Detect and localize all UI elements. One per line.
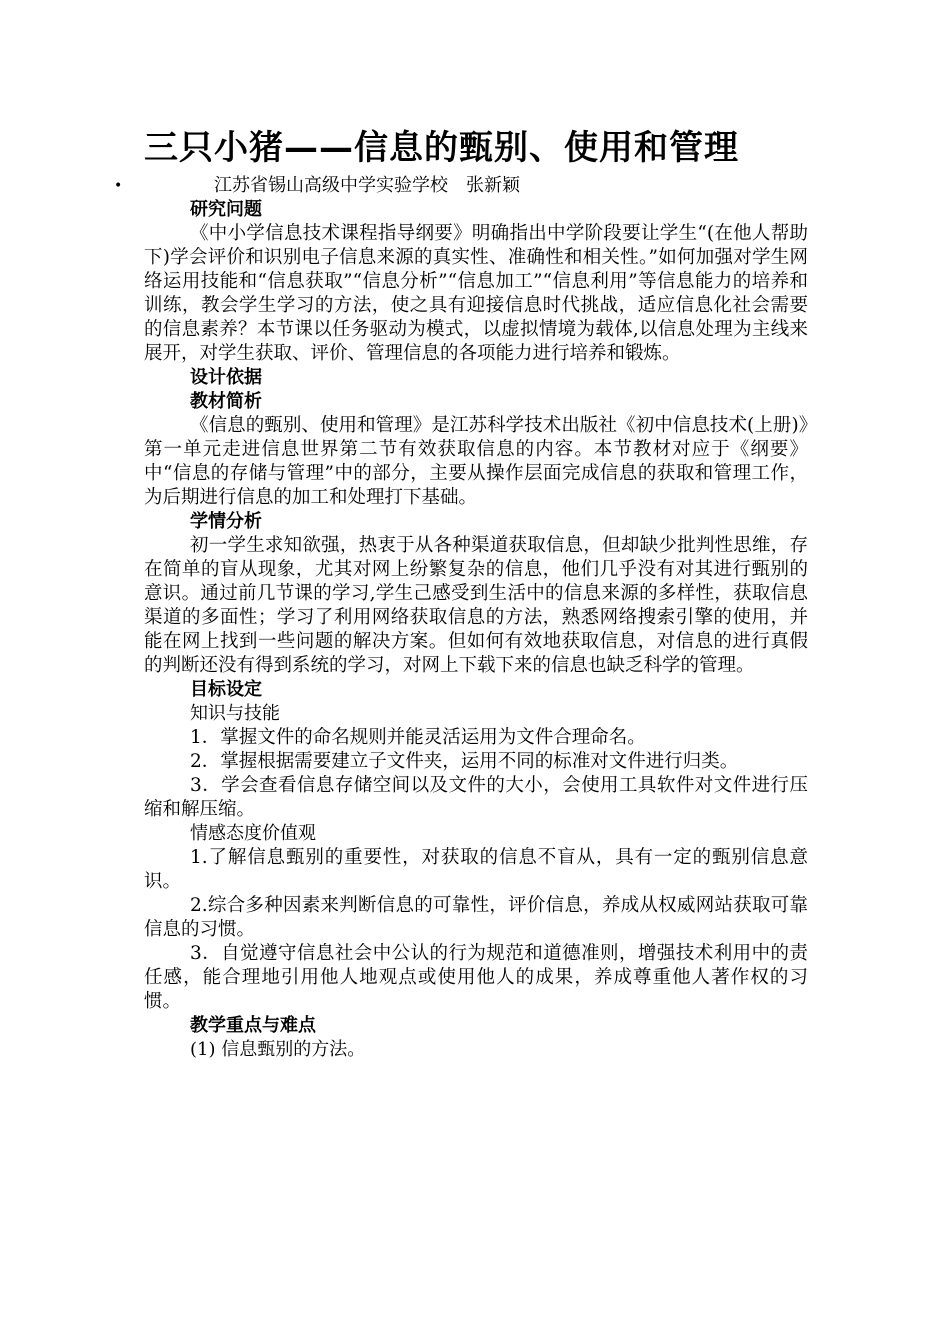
focus-item: (1) 信息甄别的方法。 <box>190 1039 366 1060</box>
paragraph-textbook: 《信息的甄别、使用和管理》是江苏科学技术出版社《初中信息技术(上册)》第一单元走进信息世界第二节有效获取信息的内容。本节教材对应于《纲要》中“信息的存储与管理”中的部分，主要从操作层面完成信息的获取和管理工作，为后期进行信息的加工和处理打下基础。 <box>144 415 808 508</box>
paragraph-research: 《中小学信息技术课程指导纲要》明确指出中学阶段要让学生“(在他人帮助下)学会评价和识别电子信息来源的真实性、准确性和相关性。”如何加强对学生网络运用技能和“信息获取”“信息分析”“信息加工”“信息利用”等信息能力的培养和训练，教会学生学习的方法，使之具有迎接信息时代挑战，适应信息化社会需要的信息素养？本节课以任务驱动为模式，以虚拟情境为载体,以信息处理为主线来展开，对学生获取、评价、管理信息的各项能力进行培养和锻炼。 <box>144 223 808 364</box>
attitude-item: 1.了解信息甄别的重要性，对获取的信息不盲从，具有一定的甄别信息意识。 <box>144 847 808 892</box>
heading-design: 设计依据 <box>190 367 262 388</box>
heading-textbook: 教材简析 <box>190 391 262 412</box>
heading-research: 研究问题 <box>190 199 262 220</box>
byline-row <box>114 174 808 198</box>
document-title: 三只小猪——信息的甄别、使用和管理 <box>144 128 739 168</box>
attitude-item: 3．自觉遵守信息社会中公认的行为规范和道德准则，增强技术利用中的责任感，能合理地引用他人地观点或使用他人的成果，养成尊重他人著作权的习惯。 <box>144 943 808 1012</box>
heading-focus: 教学重点与难点 <box>190 1015 316 1036</box>
heading-learners: 学情分析 <box>190 511 262 532</box>
bullet-marker: • <box>114 178 123 194</box>
attitude-item: 2.综合多种因素来判断信息的可靠性，评价信息，养成从权威网站获取可靠信息的习惯。 <box>144 895 808 940</box>
heading-goals: 目标设定 <box>190 679 262 700</box>
subheading-attitude: 情感态度价值观 <box>190 823 316 844</box>
author-byline: 江苏省锡山高级中学实验学校 张新颖 <box>214 175 520 196</box>
subheading-knowledge: 知识与技能 <box>190 703 280 724</box>
knowledge-item: 3．学会查看信息存储空间以及文件的大小，会使用工具软件对文件进行压缩和解压缩。 <box>144 775 808 820</box>
paragraph-learners: 初一学生求知欲强，热衷于从各种渠道获取信息，但却缺少批判性思维，存在简单的盲从现象，尤其对网上纷繁复杂的信息，他们几乎没有对其进行甄别的意识。通过前几节课的学习,学生己感受到生活中的信息来源的多样性，获取信息渠道的多面性；学习了利用网络获取信息的方法，熟悉网络搜索引擎的使用，并能在网上找到一些问题的解决方案。但如何有效地获取信息，对信息的进行真假的判断还没有得到系统的学习，对网上下载下来的信息也缺乏科学的管理。 <box>144 535 808 676</box>
knowledge-item: 2．掌握根据需要建立子文件夹，运用不同的标准对文件进行归类。 <box>190 751 739 772</box>
knowledge-item: 1．掌握文件的命名规则并能灵活运用为文件合理命名。 <box>190 727 646 748</box>
document-page <box>114 126 808 1062</box>
